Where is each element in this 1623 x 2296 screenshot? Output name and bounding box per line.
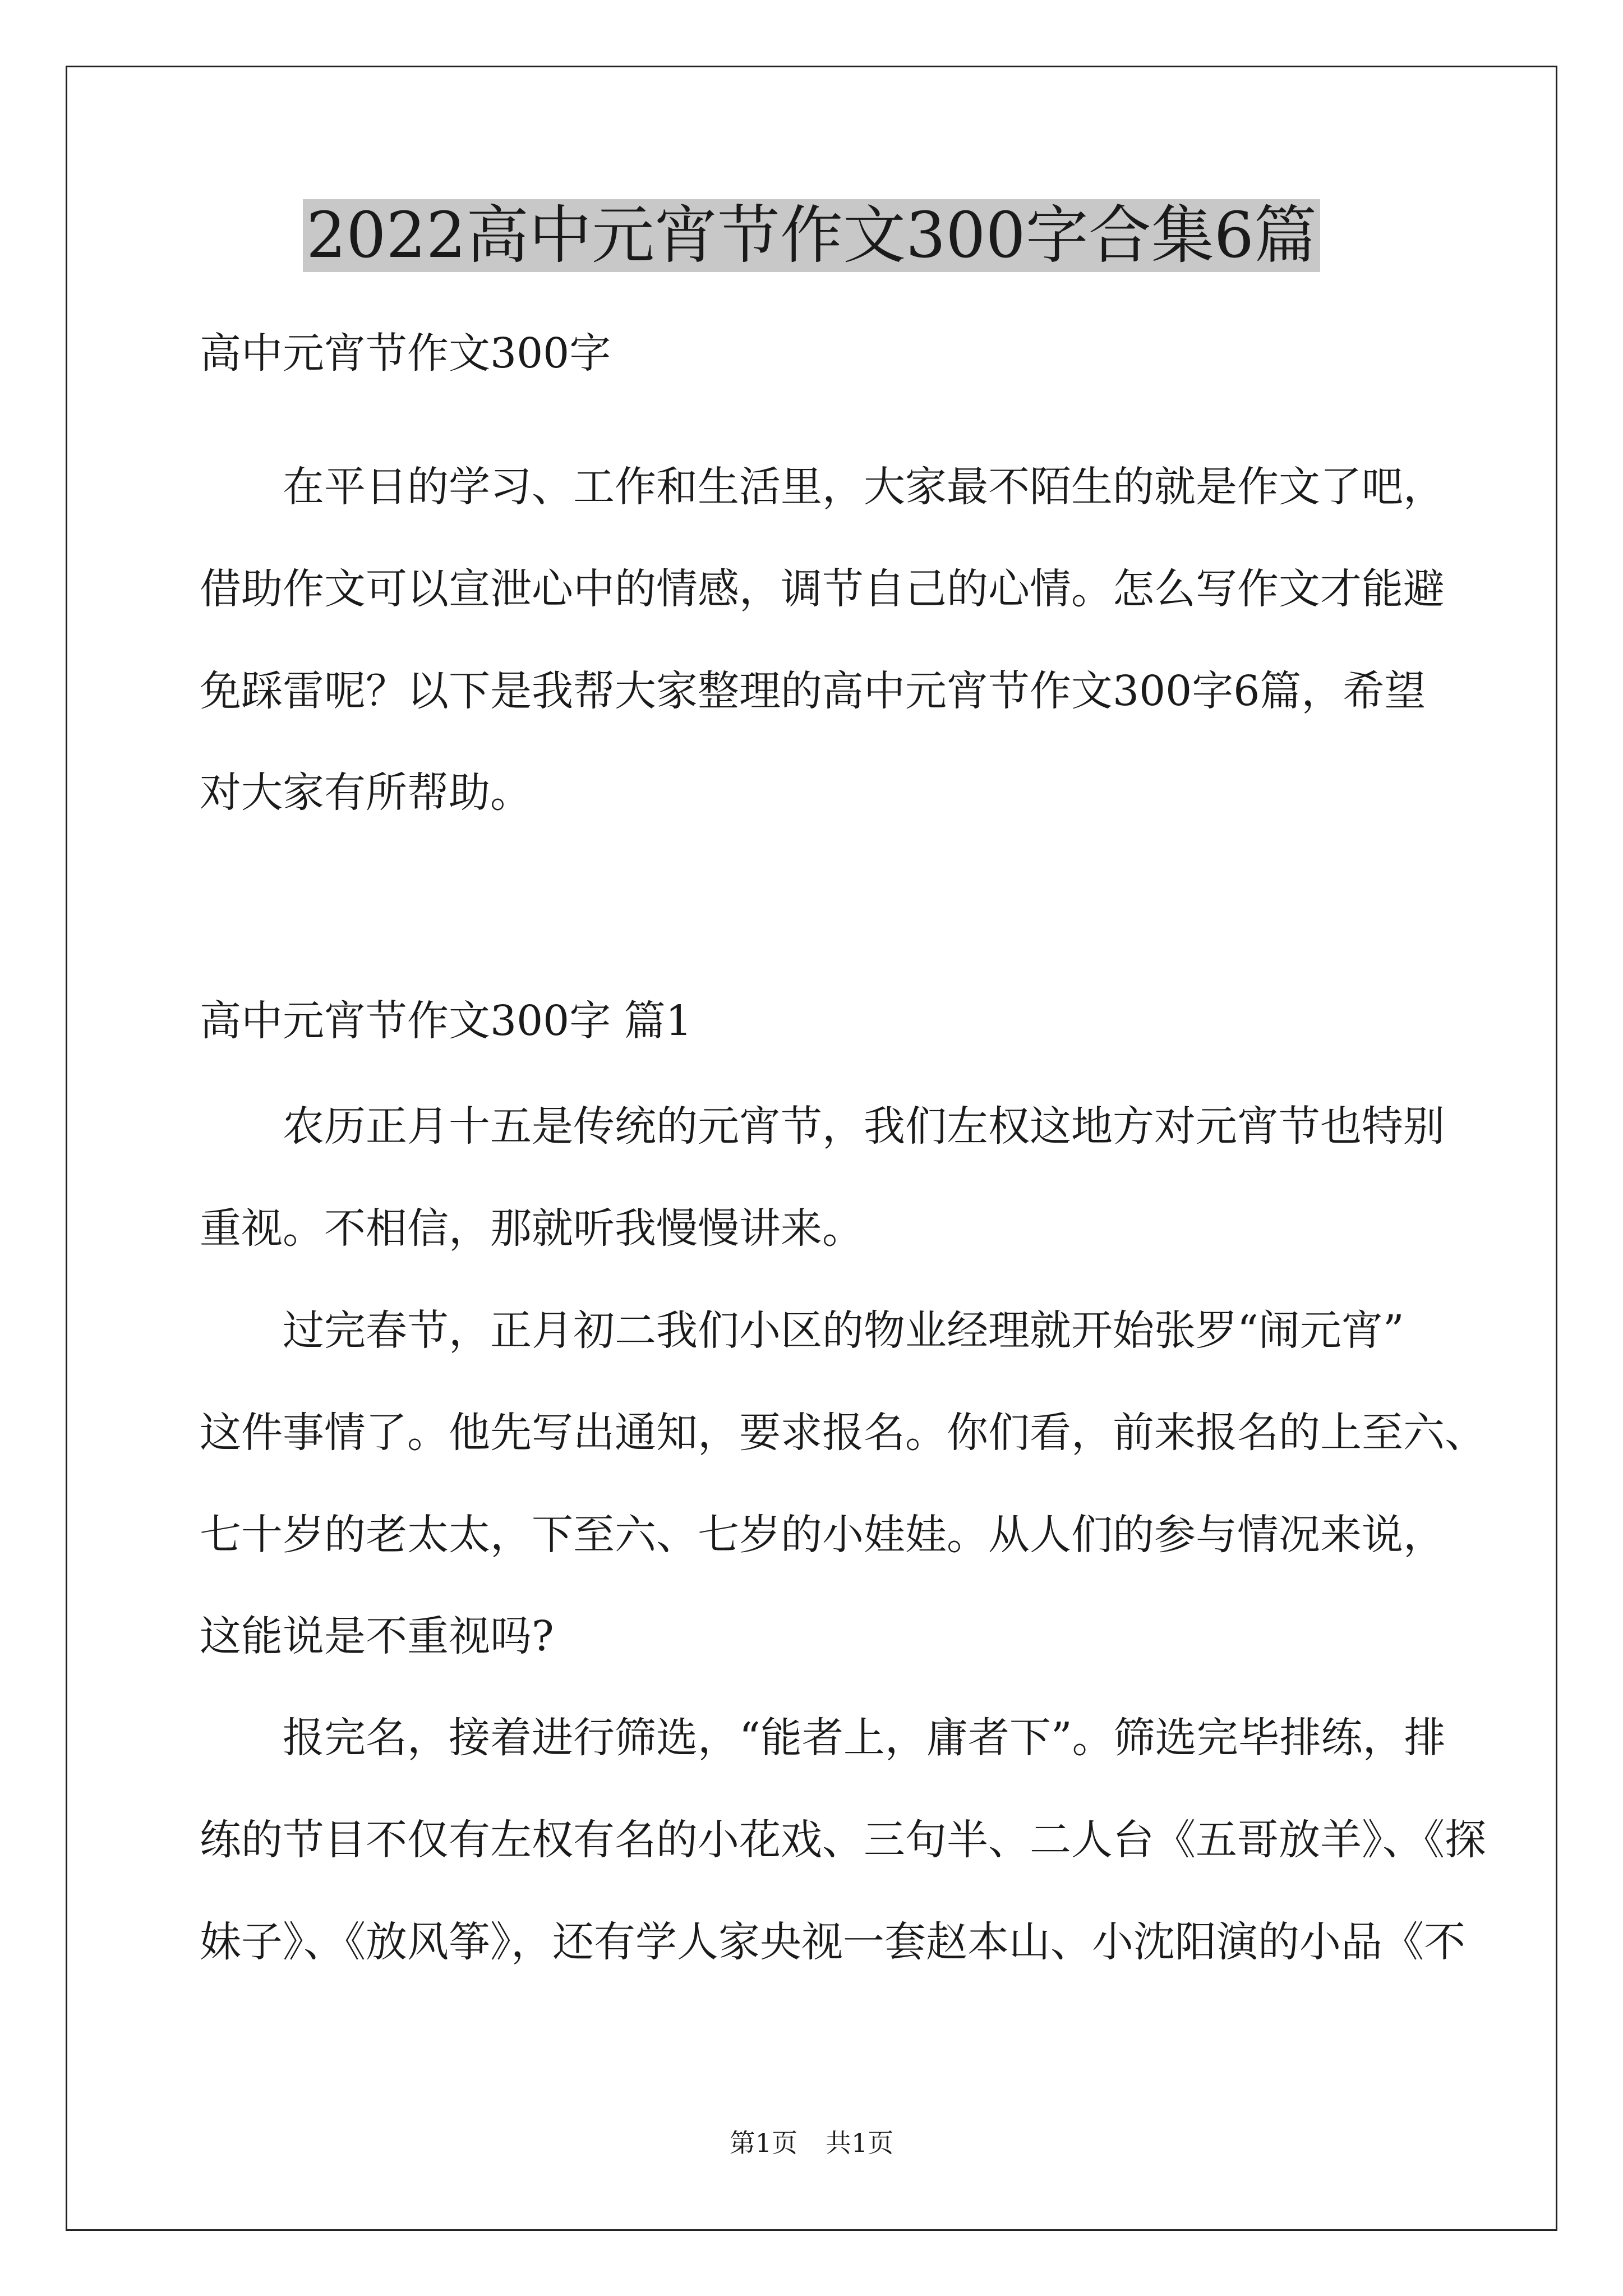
paragraph-line: 在平日的学习、工作和生活里，大家最不陌生的就是作文了吧，	[283, 463, 1445, 511]
paragraph-line: 这件事情了。他先写出通知，要求报名。你们看，前来报名的上至六、	[200, 1409, 1486, 1457]
document-title-text: 2022高中元宵节作文300字合集6篇	[303, 199, 1320, 272]
paragraph-line: 农历正月十五是传统的元宵节，我们左权这地方对元宵节也特别	[283, 1102, 1445, 1151]
paragraph-line: 七十岁的老太太，下至六、七岁的小娃娃。从人们的参与情况来说，	[200, 1511, 1445, 1559]
paragraph-line: 重视。不相信，那就听我慢慢讲来。	[200, 1204, 864, 1253]
page-number-total: 共1页	[826, 2128, 894, 2158]
document-title	[0, 191, 1623, 280]
paragraph-line: 练的节目不仅有左权有名的小花戏、三句半、二人台《五哥放羊》、《探	[200, 1816, 1486, 1864]
page-footer	[0, 2126, 1623, 2160]
paragraph-line: 这能说是不重视吗?	[200, 1612, 554, 1660]
paragraph-line: 借助作文可以宣泄心中的情感，调节自己的心情。怎么写作文才能避	[200, 565, 1445, 613]
paragraph-line: 报完名，接着进行筛选，“能者上，庸者下”。筛选完毕排练，排	[283, 1714, 1446, 1762]
paragraph-line: 免踩雷呢？以下是我帮大家整理的高中元宵节作文300字6篇，希望	[200, 667, 1426, 715]
paragraph-line: 对大家有所帮助。	[200, 769, 532, 817]
page-number-current: 第1页	[729, 2128, 797, 2158]
section-heading: 高中元宵节作文300字	[200, 329, 611, 378]
paragraph-line: 妹子》、《放风筝》，还有学人家央视一套赵本山、小沈阳演的小品《不	[200, 1918, 1465, 1966]
section-heading: 高中元宵节作文300字 篇1	[200, 997, 692, 1045]
paragraph-line: 过完春节，正月初二我们小区的物业经理就开始张罗“闹元宵”	[283, 1306, 1404, 1355]
